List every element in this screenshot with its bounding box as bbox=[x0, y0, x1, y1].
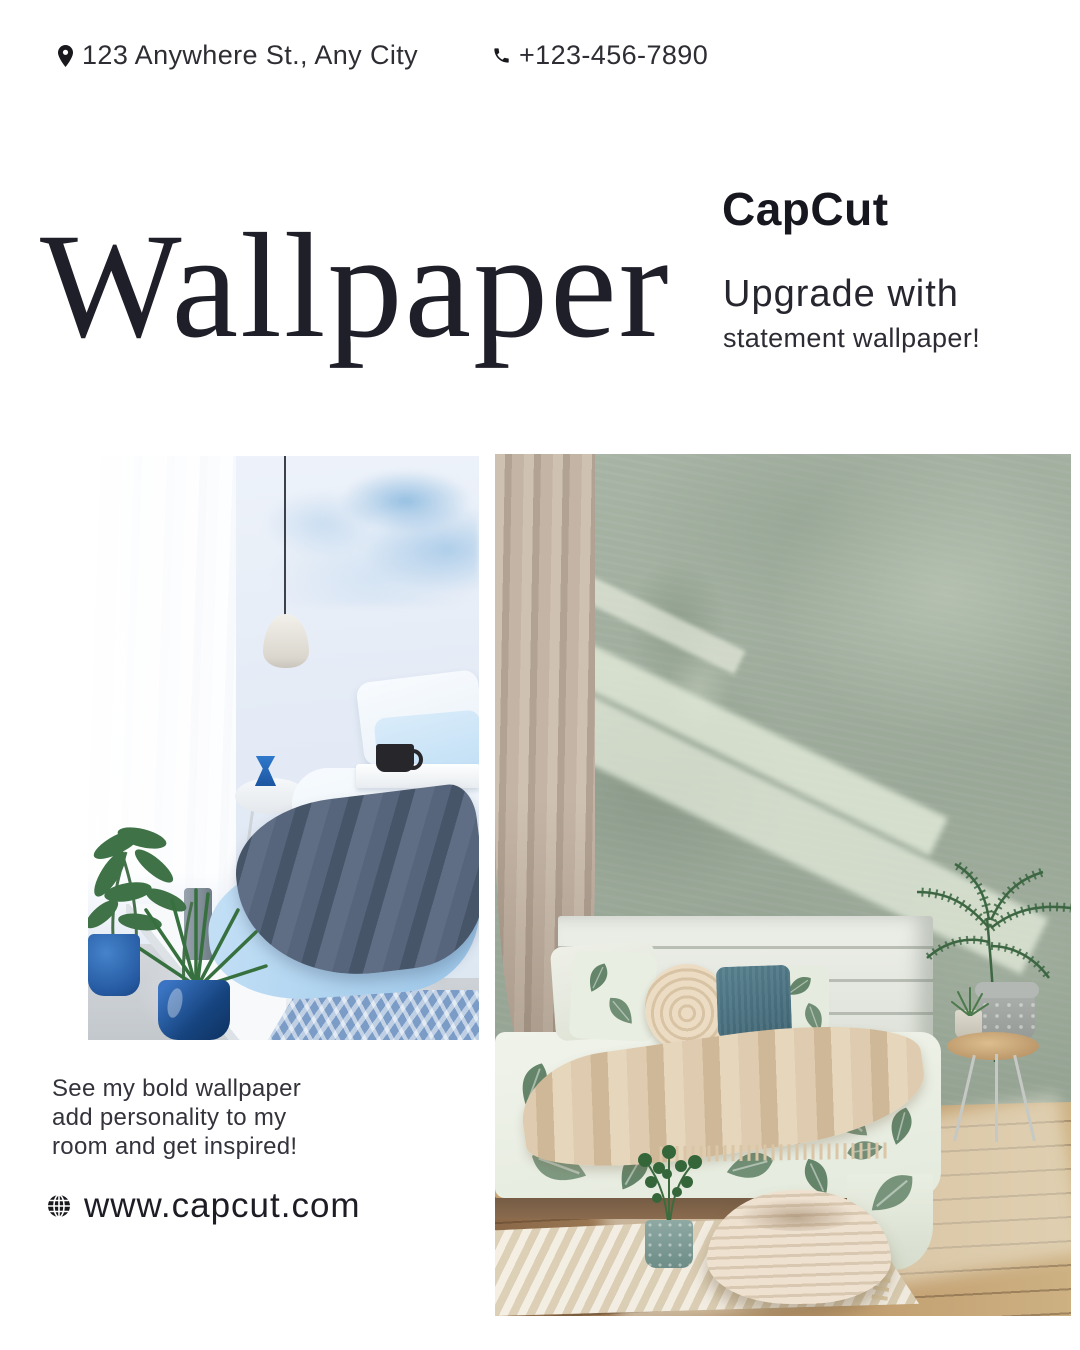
brand-name: CapCut bbox=[722, 183, 889, 235]
phone-text: +123-456-7890 bbox=[519, 40, 709, 70]
left-photo-blue-bedroom bbox=[88, 456, 479, 1040]
website bbox=[47, 1186, 361, 1226]
tagline bbox=[52, 1074, 301, 1161]
tagline-line3: room and get inspired! bbox=[52, 1133, 298, 1160]
tagline-line2: add personality to my bbox=[52, 1104, 287, 1131]
address-text: 123 Anywhere St., Any City bbox=[82, 40, 419, 70]
globe-icon bbox=[47, 1194, 71, 1218]
teal-plant-pot bbox=[645, 1220, 693, 1268]
contact-phone bbox=[492, 40, 708, 71]
right-photo-sage-bedroom bbox=[495, 454, 1071, 1316]
tagline-line1: See my bold wallpaper bbox=[52, 1075, 302, 1102]
succulent-plant bbox=[950, 986, 990, 1016]
page-title: Wallpaper bbox=[40, 203, 671, 369]
website-text: www.capcut.com bbox=[84, 1186, 361, 1225]
subtitle-line1: Upgrade with bbox=[723, 273, 959, 315]
contact-address bbox=[57, 40, 418, 71]
watercolor-wall-patch bbox=[218, 456, 479, 606]
wooden-stool bbox=[947, 1032, 1039, 1060]
phone-icon bbox=[492, 46, 511, 65]
coffee-mug bbox=[376, 744, 414, 772]
blue-plant-pot bbox=[88, 934, 140, 996]
map-pin-icon bbox=[57, 44, 74, 68]
glossy-blue-plant-pot bbox=[158, 980, 230, 1040]
pendant-cord bbox=[284, 456, 286, 618]
stool-leg bbox=[995, 1054, 998, 1142]
subtitle-line2: statement wallpaper! bbox=[723, 323, 981, 353]
